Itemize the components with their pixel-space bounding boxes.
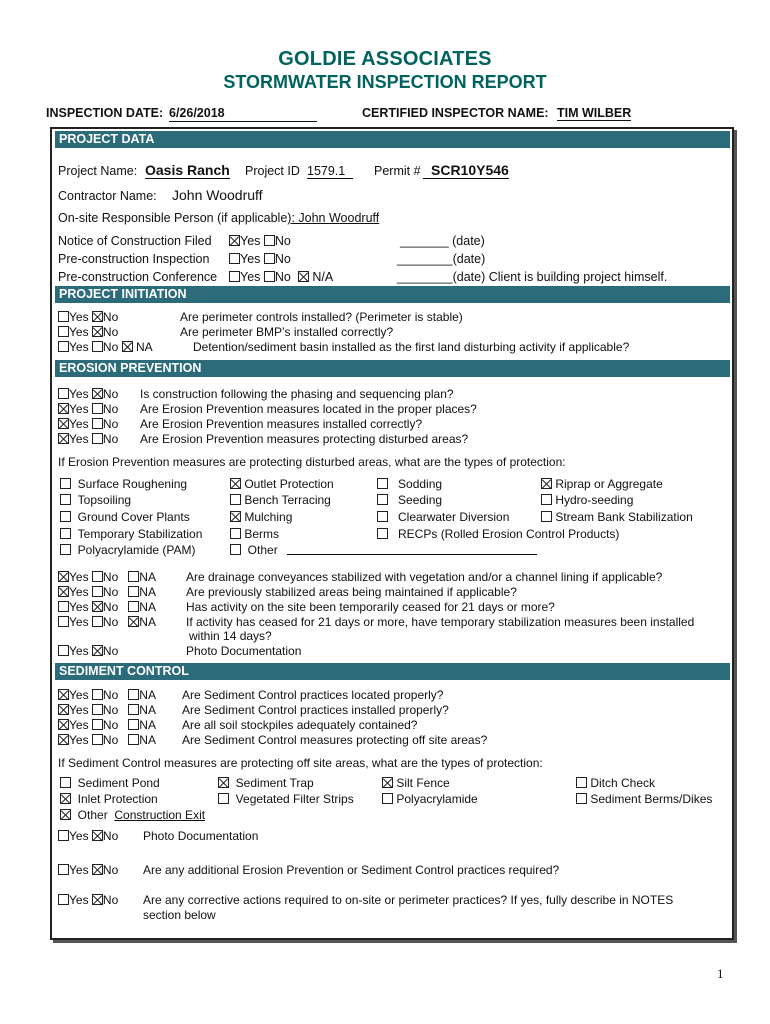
na-label: NA — [139, 570, 156, 584]
recps-label: RECPs (Rolled Erosion Control Products) — [398, 527, 620, 541]
contractor-value[interactable]: John Woodruff — [172, 187, 263, 203]
responsible-value[interactable]: ): John Woodruff — [287, 211, 380, 225]
sc-q3-na-checkbox[interactable] — [128, 719, 139, 730]
pi-q1-options — [58, 310, 118, 324]
preconstruction-conference-label: Pre-construction Conference — [58, 270, 218, 284]
polyacrylamide-label: Polyacrylamide — [396, 792, 478, 806]
sc-q2-options — [58, 703, 156, 717]
sc-q2-no-checkbox[interactable] — [92, 704, 103, 715]
inspector-name[interactable]: TIM WILBER — [557, 106, 632, 120]
na-label: NA — [139, 688, 156, 702]
preconstruction-inspection-options — [229, 252, 291, 266]
sc-q4-text: Are Sediment Control measures protecting off site areas? — [182, 733, 488, 747]
no-label: No — [102, 644, 119, 658]
pi-q2-no-checkbox[interactable] — [92, 326, 103, 337]
yes-label: Yes — [69, 829, 89, 843]
riprap-checkbox[interactable] — [541, 478, 552, 489]
ep-q1-yes-checkbox[interactable] — [58, 388, 69, 399]
ep-type-sodding — [377, 477, 442, 491]
pi-q2-yes-checkbox[interactable] — [58, 326, 69, 337]
seeding-checkbox[interactable] — [377, 494, 388, 505]
preconstruction-conference-options — [229, 270, 333, 284]
sediment-pond-checkbox[interactable] — [60, 777, 71, 788]
ep-q5-text: Are drainage conveyances stabilized with vegetation and/or a channel lining if applicable? — [186, 570, 663, 584]
sc-q2-text: Are Sediment Control practices installed properly? — [182, 703, 449, 717]
notice-filed-no-checkbox[interactable] — [264, 235, 275, 246]
ditch-check-checkbox[interactable] — [576, 777, 587, 788]
ep-q4-no-checkbox[interactable] — [92, 433, 103, 444]
yes-label: Yes — [69, 688, 89, 702]
section-project-initiation: PROJECT INITIATION — [55, 286, 730, 303]
na-label: NA — [139, 718, 156, 732]
yes-label: Yes — [69, 325, 89, 339]
yes-label: Yes — [69, 893, 89, 907]
na-label: NA — [139, 585, 156, 599]
ep-type-clearwater — [377, 510, 509, 524]
preconstruction-inspection-label: Pre-construction Inspection — [58, 252, 210, 266]
sc-type-sediment-pond — [60, 776, 160, 790]
ep-type-surface-roughening — [60, 477, 187, 491]
ep-type-recps — [377, 527, 619, 541]
ep-q2-yes-checkbox[interactable] — [58, 403, 69, 414]
ep-type-topsoiling — [60, 493, 131, 507]
other-checkbox[interactable] — [230, 544, 241, 555]
inspector-label: CERTIFIED INSPECTOR NAME: — [362, 106, 549, 120]
pi-q3-options — [58, 340, 153, 354]
ep-q1-no-checkbox[interactable] — [92, 388, 103, 399]
outlet-protection-label: Outlet Protection — [244, 477, 334, 491]
no-label: No — [102, 863, 119, 877]
section-project-data: PROJECT DATA — [55, 131, 730, 148]
preconstruction-inspection-date[interactable]: ________(date) — [397, 252, 486, 266]
sc-q1-options — [58, 688, 156, 702]
surface-roughening-checkbox[interactable] — [60, 478, 71, 489]
no-label: No — [274, 270, 291, 284]
page-number: 1 — [717, 966, 724, 981]
na-label: NA — [139, 600, 156, 614]
ep-q1-text: Is construction following the phasing and sequencing plan? — [140, 387, 454, 401]
pre-inspection-yes-checkbox[interactable] — [229, 253, 240, 264]
ep-q4-options — [58, 432, 118, 446]
silt-fence-label: Silt Fence — [396, 776, 450, 790]
yes-label: Yes — [69, 718, 89, 732]
bench-terracing-checkbox[interactable] — [230, 494, 241, 505]
sc-q3-text: Are all soil stockpiles adequately contained? — [182, 718, 418, 732]
pi-q3-yes-checkbox[interactable] — [58, 341, 69, 352]
polyacrylamide-checkbox[interactable] — [382, 793, 393, 804]
ep-type-other — [230, 543, 278, 557]
sc-photo-no-checkbox[interactable] — [92, 830, 103, 841]
sc-q3-no-checkbox[interactable] — [92, 719, 103, 730]
sc-corrective-text-cont: section below — [143, 908, 216, 922]
ground-cover-checkbox[interactable] — [60, 511, 71, 522]
pam-label: Polyacrylamide (PAM) — [77, 543, 196, 557]
ep-other-field[interactable] — [287, 554, 537, 555]
sc-additional-yes-checkbox[interactable] — [58, 864, 69, 875]
preconstruction-conference-date[interactable]: ________(date) Client is building project himself. — [397, 270, 668, 284]
clearwater-checkbox[interactable] — [377, 511, 388, 522]
hydroseeding-checkbox[interactable] — [541, 494, 552, 505]
yes-label: Yes — [69, 615, 89, 629]
no-label: No — [102, 733, 119, 747]
ep-type-riprap — [541, 477, 663, 491]
pam-checkbox[interactable] — [60, 544, 71, 555]
sc-type-veg-filter — [218, 792, 354, 806]
notice-filed-yes-checkbox[interactable] — [229, 235, 240, 246]
no-label: No — [102, 585, 119, 599]
yes-label: Yes — [69, 340, 89, 354]
responsible-row — [58, 211, 379, 225]
contractor-label: Contractor Name: — [58, 189, 157, 203]
ep-q3-yes-checkbox[interactable] — [58, 418, 69, 429]
sc-type-inlet-protection — [60, 792, 158, 806]
ep-q6-na-checkbox[interactable] — [128, 586, 139, 597]
silt-fence-checkbox[interactable] — [382, 777, 393, 788]
permit-value[interactable]: SCR10Y546 — [423, 162, 509, 179]
ep-type-hydroseeding — [541, 493, 633, 507]
sc-type-ditch-check — [576, 776, 655, 790]
ep-q5-no-checkbox[interactable] — [92, 571, 103, 582]
section-sediment-control: SEDIMENT CONTROL — [55, 663, 730, 680]
yes-label: Yes — [69, 733, 89, 747]
pi-q2-options — [58, 325, 118, 339]
project-id-value[interactable]: 1579.1 — [307, 164, 353, 179]
ep-type-bench-terracing — [230, 493, 331, 507]
temp-stabilization-checkbox[interactable] — [60, 528, 71, 539]
no-label: No — [102, 600, 119, 614]
sc-q1-yes-checkbox[interactable] — [58, 689, 69, 700]
ep-type-seeding — [377, 493, 442, 507]
sc-types-prompt: If Sediment Control measures are protecting off site areas, what are the types of protection: — [58, 756, 543, 770]
seeding-label: Seeding — [398, 493, 443, 507]
sc-other-checkbox[interactable] — [60, 809, 71, 820]
sc-other-value[interactable]: Construction Exit — [114, 808, 206, 822]
clearwater-label: Clearwater Diversion — [398, 510, 510, 524]
ep-q2-no-checkbox[interactable] — [92, 403, 103, 414]
sc-additional-no-checkbox[interactable] — [92, 864, 103, 875]
no-label: No — [102, 310, 119, 324]
section-erosion-prevention: EROSION PREVENTION — [55, 360, 730, 377]
ep-q8-yes-checkbox[interactable] — [58, 616, 69, 627]
ep-photo-yes-checkbox[interactable] — [58, 645, 69, 656]
hydroseeding-label: Hydro-seeding — [555, 493, 634, 507]
inlet-protection-checkbox[interactable] — [60, 793, 71, 804]
sc-corrective-yes-checkbox[interactable] — [58, 894, 69, 905]
surface-roughening-label: Surface Roughening — [77, 477, 188, 491]
project-name-value[interactable]: Oasis Ranch — [145, 162, 230, 178]
ground-cover-label: Ground Cover Plants — [77, 510, 190, 524]
yes-label: Yes — [69, 585, 89, 599]
ep-type-pam — [60, 543, 195, 557]
ep-q2-text: Are Erosion Prevention measures located in the proper places? — [140, 402, 477, 416]
ep-type-stream-bank — [541, 510, 693, 524]
sc-type-silt-fence — [382, 776, 450, 790]
sc-q4-na-checkbox[interactable] — [128, 734, 139, 745]
no-label: No — [102, 570, 119, 584]
sc-q2-na-checkbox[interactable] — [128, 704, 139, 715]
veg-filter-label: Vegetated Filter Strips — [235, 792, 354, 806]
sc-q3-options — [58, 718, 156, 732]
ep-q5-na-checkbox[interactable] — [128, 571, 139, 582]
sc-q3-yes-checkbox[interactable] — [58, 719, 69, 730]
ep-photo-no-checkbox[interactable] — [92, 645, 103, 656]
notice-filed-label: Notice of Construction Filed — [58, 234, 212, 248]
mulching-label: Mulching — [244, 510, 293, 524]
ep-q8-options — [58, 615, 156, 629]
riprap-label: Riprap or Aggregate — [555, 477, 663, 491]
no-label: No — [102, 688, 119, 702]
pi-q3-na-checkbox[interactable] — [122, 341, 133, 352]
stream-bank-checkbox[interactable] — [541, 511, 552, 522]
no-label: No — [102, 718, 119, 732]
ep-q7-na-checkbox[interactable] — [128, 601, 139, 612]
recps-checkbox[interactable] — [377, 528, 388, 539]
ep-q8-text-cont: within 14 days? — [189, 629, 272, 643]
ep-q2-options — [58, 402, 118, 416]
sc-additional-text: Are any additional Erosion Prevention or Sediment Control practices required? — [143, 863, 560, 877]
yes-label: Yes — [69, 387, 89, 401]
no-label: No — [102, 402, 119, 416]
temp-stabilization-label: Temporary Stabilization — [77, 527, 203, 541]
sc-q1-na-checkbox[interactable] — [128, 689, 139, 700]
sc-photo-yes-checkbox[interactable] — [58, 830, 69, 841]
ep-q7-yes-checkbox[interactable] — [58, 601, 69, 612]
pi-q3-no-checkbox[interactable] — [92, 341, 103, 352]
sc-q4-no-checkbox[interactable] — [92, 734, 103, 745]
notice-filed-options — [229, 234, 291, 248]
na-label: NA — [139, 733, 156, 747]
topsoiling-checkbox[interactable] — [60, 494, 71, 505]
mulching-checkbox[interactable] — [230, 511, 241, 522]
ep-type-outlet-protection — [230, 477, 334, 491]
ep-q8-no-checkbox[interactable] — [92, 616, 103, 627]
na-label: NA — [139, 615, 156, 629]
responsible-label: On-site Responsible Person (if applicable — [58, 211, 288, 225]
no-label: No — [274, 234, 291, 248]
outlet-protection-checkbox[interactable] — [230, 478, 241, 489]
ep-type-ground-cover — [60, 510, 190, 524]
no-label: No — [102, 829, 119, 843]
report-title: STORMWATER INSPECTION REPORT — [223, 72, 547, 92]
bench-terracing-label: Bench Terracing — [244, 493, 331, 507]
yes-label: Yes — [69, 703, 89, 717]
inspection-date-value: 6/26/2018 — [169, 106, 225, 120]
ditch-check-label: Ditch Check — [590, 776, 656, 790]
sc-q2-yes-checkbox[interactable] — [58, 704, 69, 715]
berms-dikes-checkbox[interactable] — [576, 793, 587, 804]
ep-q7-no-checkbox[interactable] — [92, 601, 103, 612]
pre-inspection-no-checkbox[interactable] — [264, 253, 275, 264]
inlet-protection-label: Inlet Protection — [77, 792, 158, 806]
ep-q4-text: Are Erosion Prevention measures protecting disturbed areas? — [140, 432, 469, 446]
ep-q6-options — [58, 585, 156, 599]
yes-label: Yes — [69, 310, 89, 324]
ep-q3-options — [58, 417, 118, 431]
pre-conference-yes-checkbox[interactable] — [229, 271, 240, 282]
ep-q6-yes-checkbox[interactable] — [58, 586, 69, 597]
sc-photo-text: Photo Documentation — [143, 829, 259, 843]
ep-type-berms — [230, 527, 279, 541]
yes-label: Yes — [69, 863, 89, 877]
ep-q4-yes-checkbox[interactable] — [58, 433, 69, 444]
sc-type-berms-dikes — [576, 792, 712, 806]
pre-conference-no-checkbox[interactable] — [264, 271, 275, 282]
yes-label: Yes — [69, 570, 89, 584]
pi-q1-yes-checkbox[interactable] — [58, 311, 69, 322]
no-label: No — [102, 893, 119, 907]
yes-label: Yes — [69, 402, 89, 416]
sediment-pond-label: Sediment Pond — [77, 776, 160, 790]
berms-checkbox[interactable] — [230, 528, 241, 539]
project-name-label: Project Name: — [58, 164, 138, 178]
sc-q4-yes-checkbox[interactable] — [58, 734, 69, 745]
ep-q3-no-checkbox[interactable] — [92, 418, 103, 429]
yes-label: Yes — [69, 417, 89, 431]
pi-q2-text: Are perimeter BMP’s installed correctly? — [180, 325, 394, 339]
sc-photo-options — [58, 829, 118, 843]
pre-conference-na-checkbox[interactable] — [298, 271, 309, 282]
no-label: No — [102, 325, 119, 339]
permit-label: Permit # — [374, 164, 421, 178]
ep-q6-no-checkbox[interactable] — [92, 586, 103, 597]
ep-types-prompt: If Erosion Prevention measures are protecting disturbed areas, what are the types of protection: — [58, 455, 566, 469]
pi-q3-text: Detention/sediment basin installed as the first land disturbing activity if applicable? — [193, 340, 630, 354]
yes-label: Yes — [240, 252, 261, 266]
no-label: No — [102, 615, 119, 629]
project-id-label: Project ID — [245, 164, 300, 178]
ep-q1-options — [58, 387, 118, 401]
notice-filed-date[interactable]: _______ (date) — [400, 234, 485, 248]
sodding-label: Sodding — [398, 477, 443, 491]
ep-q8-text: If activity has ceased for 21 days or more, have temporary stabilization measures been installed — [186, 615, 695, 629]
topsoiling-label: Topsoiling — [77, 493, 132, 507]
sodding-checkbox[interactable] — [377, 478, 388, 489]
sc-corrective-options — [58, 893, 118, 907]
sc-type-polyacrylamide — [382, 792, 478, 806]
ep-q7-options — [58, 600, 156, 614]
other-label: Other — [247, 543, 278, 557]
no-label: No — [102, 703, 119, 717]
pi-q1-no-checkbox[interactable] — [92, 311, 103, 322]
pi-q1-text: Are perimeter controls installed? (Perimeter is stable) — [180, 310, 463, 324]
yes-label: Yes — [69, 600, 89, 614]
sc-q4-options — [58, 733, 156, 747]
ep-photo-options — [58, 644, 118, 658]
yes-label: Yes — [69, 432, 89, 446]
veg-filter-checkbox[interactable] — [218, 793, 229, 804]
no-label: No — [102, 340, 119, 354]
na-label: NA — [139, 703, 156, 717]
ep-q6-text: Are previously stabilized areas being maintained if applicable? — [186, 585, 517, 599]
ep-photo-text: Photo Documentation — [186, 644, 302, 658]
berms-label: Berms — [244, 527, 280, 541]
na-label: N/A — [312, 270, 334, 284]
berms-dikes-label: Sediment Berms/Dikes — [590, 792, 713, 806]
yes-label: Yes — [240, 270, 261, 284]
ep-q3-text: Are Erosion Prevention measures installed correctly? — [140, 417, 423, 431]
sc-q1-text: Are Sediment Control practices located properly? — [182, 688, 444, 702]
no-label: No — [274, 252, 291, 266]
sc-type-other — [60, 808, 205, 822]
ep-q8-na-checkbox[interactable] — [128, 616, 139, 627]
no-label: No — [102, 432, 119, 446]
no-label: No — [102, 387, 119, 401]
sc-additional-options — [58, 863, 118, 877]
sediment-trap-checkbox[interactable] — [218, 777, 229, 788]
inspection-date-label: INSPECTION DATE: — [46, 106, 164, 120]
sc-corrective-no-checkbox[interactable] — [92, 894, 103, 905]
ep-type-mulching — [230, 510, 292, 524]
inspection-date-field[interactable] — [169, 106, 317, 122]
sc-other-label: Other — [77, 808, 108, 822]
sc-q1-no-checkbox[interactable] — [92, 689, 103, 700]
ep-type-temp-stabilization — [60, 527, 202, 541]
yes-label: Yes — [69, 644, 89, 658]
yes-label: Yes — [240, 234, 261, 248]
no-label: No — [102, 417, 119, 431]
sc-corrective-text: Are any corrective actions required to on-site or perimeter practices? If yes, fully describe in NOTES — [143, 893, 674, 907]
company-title: GOLDIE ASSOCIATES — [278, 48, 492, 70]
ep-q7-text: Has activity on the site been temporarily ceased for 21 days or more? — [186, 600, 555, 614]
ep-q5-yes-checkbox[interactable] — [58, 571, 69, 582]
sc-type-sediment-trap — [218, 776, 314, 790]
sediment-trap-label: Sediment Trap — [235, 776, 314, 790]
na-label: NA — [135, 340, 153, 354]
ep-q5-options — [58, 570, 156, 584]
stream-bank-label: Stream Bank Stabilization — [555, 510, 693, 524]
